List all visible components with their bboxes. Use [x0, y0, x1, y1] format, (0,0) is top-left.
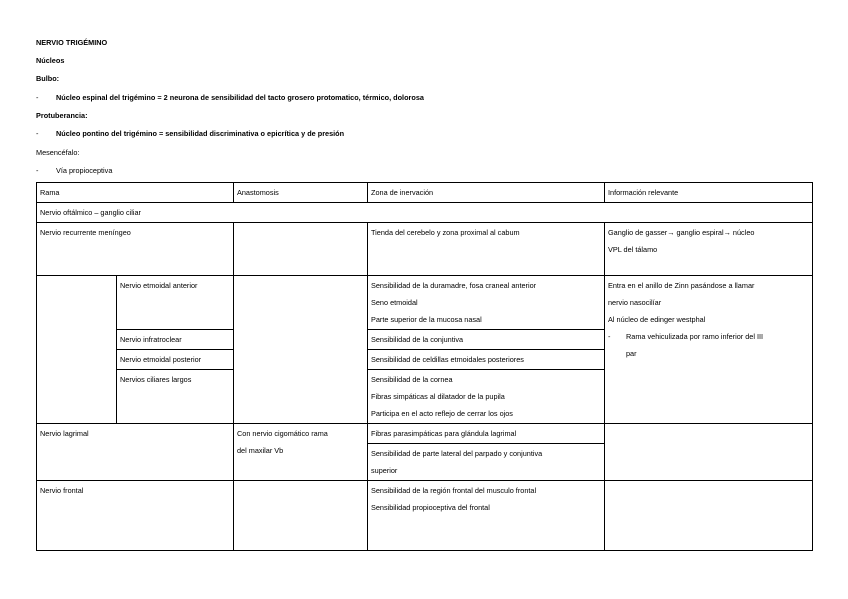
info-recurrente [605, 223, 813, 276]
zona-line: Fibras simpáticas al dilatador de la pupila [371, 392, 505, 401]
bullet-dash: - [608, 332, 611, 341]
zona-line: Participa en el acto reflejo de cerrar los ojos [371, 409, 513, 418]
info-lagrimal [605, 424, 813, 481]
info-bullet-text: Rama vehiculizada por ramo inferior del III [626, 332, 764, 341]
rama-recurrente: Nervio recurrente meníngeo [37, 223, 234, 276]
empty-indent-cell [37, 276, 117, 424]
bullet-bulbo-text: Núcleo espinal del trigémino = 2 neurona de sensibilidad del tacto grosero protomatico, térmico, dolorosa [56, 93, 424, 102]
bullet-mesencefalo [36, 166, 112, 175]
zona-line: superior [371, 466, 398, 475]
zona-line: Sensibilidad de parte lateral del parpado y conjuntiva [371, 449, 543, 458]
zona-ciliares-largos [368, 370, 605, 424]
table-row [37, 223, 813, 276]
zona-lagrimal-2 [368, 444, 605, 481]
header-zona: Zona de inervación [368, 183, 605, 203]
zona-infratroclear: Sensibilidad de la conjuntiva [368, 330, 605, 350]
rama-etmoidal-anterior: Nervio etmoidal anterior [117, 276, 234, 330]
zona-lagrimal-1: Fibras parasimpáticas para glándula lagrimal [368, 424, 605, 444]
info-line: Al núcleo de edinger westphal [608, 315, 706, 324]
bullet-mesencefalo-text: Vía propioceptiva [56, 166, 113, 175]
heading-nucleos: Núcleos [36, 56, 65, 65]
bullet-protuberancia-text: Núcleo pontino del trigémino = sensibilidad discriminativa o epicrítica y de presión [56, 129, 345, 138]
rama-lagrimal: Nervio lagrimal [37, 424, 234, 481]
anastomosis-cell [234, 223, 368, 276]
info-line: nervio nasocilíar [608, 298, 662, 307]
zona-line: Parte superior de la mucosa nasal [371, 315, 482, 324]
heading-mesencefalo: Mesencéfalo: [36, 148, 80, 157]
header-info: Información relevante [605, 183, 813, 203]
section-oftalmico: Nervio oftálmico – ganglio ciliar [37, 203, 813, 223]
zona-line: Sensibilidad propioceptiva del frontal [371, 503, 490, 512]
document-title: NERVIO TRIGÉMINO [36, 38, 108, 47]
bullet-protuberancia [36, 129, 344, 138]
info-bullet [608, 328, 809, 345]
bullet-bulbo [36, 93, 424, 102]
rama-etmoidal-posterior: Nervio etmoidal posterior [117, 350, 234, 370]
anastomosis-cell [234, 276, 368, 424]
header-rama: Rama [37, 183, 234, 203]
zona-frontal [368, 481, 605, 551]
info-bullet-cont: par [626, 349, 637, 358]
table-row [37, 424, 813, 444]
bullet-dash: - [36, 93, 39, 102]
zona-line: Sensibilidad de la cornea [371, 375, 453, 384]
anastomosis-lagrimal [234, 424, 368, 481]
info-line: Ganglio de gasser→ ganglio espiral→ núcleo [608, 228, 755, 237]
zona-line: Seno etmoidal [371, 298, 418, 307]
bullet-dash: - [36, 166, 39, 175]
info-line: Entra en el anillo de Zinn pasándose a llamar [608, 281, 755, 290]
zona-line: Sensibilidad de la región frontal del musculo frontal [371, 486, 537, 495]
table-row [37, 276, 813, 330]
rama-infratroclear: Nervio infratroclear [117, 330, 234, 350]
zona-etmoidal-anterior [368, 276, 605, 330]
heading-bulbo: Bulbo: [36, 74, 60, 83]
header-anastomosis: Anastomosis [234, 183, 368, 203]
zona-etmoidal-posterior: Sensibilidad de celdillas etmoidales posteriores [368, 350, 605, 370]
zona-recurrente: Tienda del cerebelo y zona proximal al cabum [368, 223, 605, 276]
anastomosis-cell [234, 481, 368, 551]
anastomosis-line: Con nervio cigomático rama [237, 429, 328, 438]
info-line: VPL del tálamo [608, 245, 658, 254]
table-row [37, 481, 813, 551]
bullet-dash: - [36, 129, 39, 138]
heading-protuberancia: Protuberancia: [36, 111, 88, 120]
zona-line: Sensibilidad de la duramadre, fosa craneal anterior [371, 281, 537, 290]
anastomosis-line: del maxilar Vb [237, 446, 284, 455]
info-etmoidal [605, 276, 813, 424]
rama-frontal: Nervio frontal [37, 481, 234, 551]
nerve-table [36, 182, 813, 551]
rama-ciliares-largos: Nervios ciliares largos [117, 370, 234, 424]
info-frontal [605, 481, 813, 551]
table-header-row [37, 183, 813, 203]
table-section-row [37, 203, 813, 223]
